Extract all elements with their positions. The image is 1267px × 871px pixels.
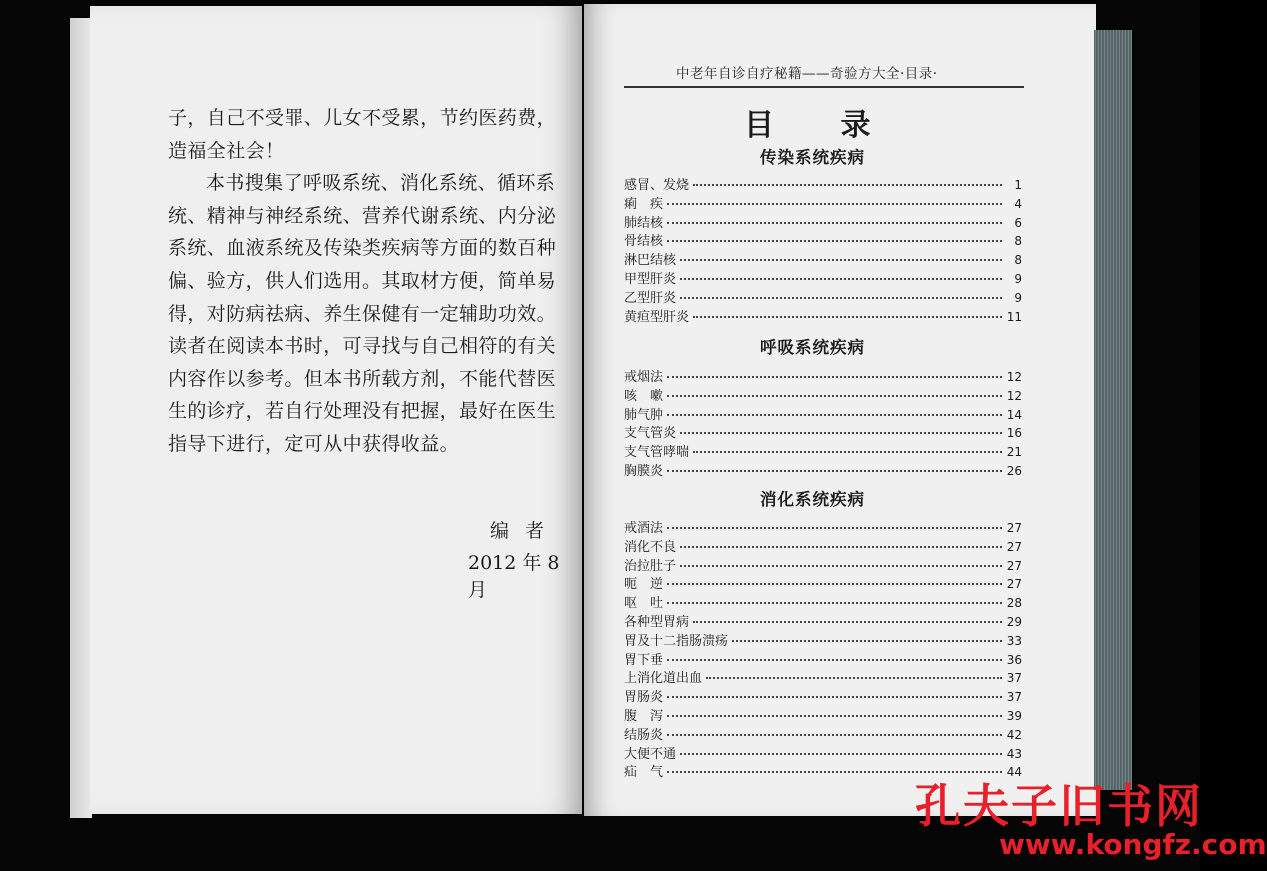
toc-leader-dots — [680, 297, 1002, 299]
toc-leader-dots — [706, 677, 1002, 679]
toc-entry-label: 痢 疾 — [624, 196, 664, 212]
toc-entry-label: 呕 吐 — [624, 596, 664, 612]
toc-section-heading-1: 传染系统疾病 — [760, 148, 865, 167]
toc-entry-page: 12 — [1006, 388, 1022, 403]
toc-leader-dots — [667, 583, 1002, 585]
toc-entry-label: 消化不良 — [624, 539, 677, 555]
preface-date: 2012 年 8 月 — [468, 552, 560, 601]
toc-entry-label: 淋巴结核 — [624, 253, 677, 269]
toc-entry-page: 27 — [1006, 558, 1022, 573]
toc-entry-label: 支气管哮喘 — [624, 445, 690, 461]
toc-list-2 — [624, 366, 1022, 479]
toc-entry — [624, 649, 1022, 668]
toc-leader-dots — [667, 715, 1002, 717]
toc-leader-dots — [667, 203, 1002, 205]
toc-entry — [624, 268, 1022, 287]
toc-entry — [624, 611, 1022, 630]
toc-leader-dots — [693, 621, 1002, 623]
toc-entry-page: 44 — [1006, 765, 1022, 780]
toc-entry-page: 29 — [1006, 614, 1022, 629]
toc-entry-label: 胃肠炎 — [624, 690, 664, 706]
toc-entry — [624, 249, 1022, 268]
toc-entry-page: 37 — [1006, 671, 1022, 686]
toc-entry — [624, 630, 1022, 649]
toc-list-3 — [624, 517, 1022, 780]
toc-entry — [624, 592, 1022, 611]
toc-entry — [624, 230, 1022, 249]
toc-entry — [624, 404, 1022, 423]
toc-title: 目 录 — [744, 108, 899, 143]
left-page — [90, 6, 582, 814]
toc-entry — [624, 441, 1022, 460]
toc-entry-page: 21 — [1006, 445, 1022, 460]
toc-entry-label: 黄疸型肝炎 — [624, 309, 690, 325]
toc-entry-page: 26 — [1006, 463, 1022, 478]
toc-entry-page: 27 — [1006, 577, 1022, 592]
toc-entry-label: 呃 逆 — [624, 577, 664, 593]
toc-entry-label: 上消化道出血 — [624, 671, 703, 687]
toc-leader-dots — [667, 240, 1002, 242]
toc-entry — [624, 555, 1022, 574]
toc-leader-dots — [667, 222, 1002, 224]
toc-entry — [624, 366, 1022, 385]
toc-entry-page: 33 — [1006, 633, 1022, 648]
toc-entry-label: 戒酒法 — [624, 521, 664, 536]
toc-entry-label: 肺气肿 — [624, 407, 664, 423]
toc-entry-page: 11 — [1006, 309, 1022, 324]
toc-leader-dots — [667, 602, 1002, 604]
toc-entry-page: 27 — [1006, 521, 1022, 535]
toc-leader-dots — [667, 395, 1002, 397]
toc-leader-dots — [693, 316, 1002, 318]
toc-leader-dots — [693, 184, 1002, 186]
toc-entry — [624, 573, 1022, 592]
left-page-edge — [70, 18, 92, 818]
toc-entry-page: 1 — [1014, 178, 1022, 192]
toc-entry — [624, 743, 1022, 762]
toc-entry-label: 腹 泻 — [624, 708, 664, 724]
toc-entry-label: 各种型胃病 — [624, 614, 690, 630]
toc-entry — [624, 517, 1022, 536]
toc-entry-page: 8 — [1014, 253, 1022, 268]
toc-entry — [624, 306, 1022, 325]
toc-entry-page: 9 — [1014, 290, 1022, 305]
toc-entry — [624, 460, 1022, 479]
toc-entry — [624, 705, 1022, 724]
watermark-url: www.kongfz.com — [999, 828, 1267, 861]
toc-leader-dots — [667, 659, 1002, 661]
toc-entry — [624, 385, 1022, 404]
toc-entry-page: 28 — [1006, 596, 1022, 611]
toc-entry-label: 治拉肚子 — [624, 558, 677, 574]
header-rule — [624, 86, 1024, 88]
toc-entry-page: 6 — [1014, 215, 1022, 230]
toc-entry-label: 支气管炎 — [624, 426, 677, 442]
toc-leader-dots — [680, 432, 1002, 434]
toc-entry-label: 咳 嗽 — [624, 388, 664, 404]
toc-entry — [624, 174, 1022, 193]
toc-entry-label: 胸膜炎 — [624, 463, 664, 479]
toc-leader-dots — [667, 696, 1002, 698]
toc-entry-page: 9 — [1014, 271, 1022, 286]
toc-entry-label: 肺结核 — [624, 215, 664, 231]
toc-leader-dots — [680, 753, 1002, 755]
watermark-brand: 孔夫子旧书网 — [915, 779, 1203, 833]
right-page — [584, 4, 1096, 816]
toc-entry-label: 乙型肝炎 — [624, 290, 677, 306]
toc-entry-label: 戒烟法 — [624, 370, 664, 385]
toc-leader-dots — [680, 259, 1002, 261]
preface-text — [168, 102, 568, 461]
toc-entry-label: 甲型肝炎 — [624, 271, 677, 287]
toc-leader-dots — [667, 470, 1002, 472]
toc-entry-label: 胃及十二指肠溃疡 — [624, 633, 729, 649]
toc-leader-dots — [667, 734, 1002, 736]
toc-leader-dots — [680, 546, 1002, 548]
right-page-edge — [1094, 30, 1132, 790]
toc-entry-page: 8 — [1014, 234, 1022, 249]
preface-signature: 编 者 — [490, 520, 545, 542]
toc-section-heading-2: 呼吸系统疾病 — [760, 338, 865, 357]
toc-entry-page: 12 — [1006, 370, 1022, 384]
preface-paragraph-1: 子，自己不受罪、儿女不受累，节约医药费，造福全社会！ — [168, 107, 557, 162]
toc-entry-page: 42 — [1006, 727, 1022, 742]
toc-entry — [624, 536, 1022, 555]
toc-entry-page: 39 — [1006, 708, 1022, 723]
toc-entry-page: 16 — [1006, 426, 1022, 441]
toc-leader-dots — [680, 278, 1002, 280]
toc-entry-page: 14 — [1006, 407, 1022, 422]
toc-entry — [624, 667, 1022, 686]
toc-entry-label: 胃下垂 — [624, 652, 664, 668]
toc-entry — [624, 422, 1022, 441]
running-head: 中老年自诊自疗秘籍——奇验方大全·目录· — [676, 66, 938, 82]
toc-entry — [624, 724, 1022, 743]
toc-entry-page: 36 — [1006, 652, 1022, 667]
toc-entry-label: 大便不通 — [624, 746, 677, 762]
toc-entry — [624, 287, 1022, 306]
toc-leader-dots — [732, 640, 1002, 642]
toc-entry-page: 27 — [1006, 539, 1022, 554]
toc-list-1 — [624, 174, 1022, 324]
toc-leader-dots — [693, 451, 1002, 453]
toc-entry-page: 37 — [1006, 690, 1022, 705]
preface-paragraph-2: 本书搜集了呼吸系统、消化系统、循环系统、精神与神经系统、营养代谢系统、内分泌系统、血液系统及传染类疾病等方面的数百种偏、验方，供人们选用。其取材方便，简单易得，对防病祛病、养生保健有一定辅助功效。读者在阅读本书时，可寻找与自己相符的有关内容作以参考。但本书所载方剂，不能代替医生的诊疗，若自行处理没有把握，最好在医生指导下进行，定可从中获得收益。 — [168, 172, 557, 455]
toc-entry — [624, 212, 1022, 231]
toc-entry-page: 43 — [1006, 746, 1022, 761]
toc-entry-page: 4 — [1014, 196, 1022, 211]
toc-entry — [624, 193, 1022, 212]
toc-entry-label: 结肠炎 — [624, 727, 664, 743]
toc-section-heading-3: 消化系统疾病 — [760, 490, 865, 509]
toc-entry — [624, 686, 1022, 705]
toc-entry-label: 骨结核 — [624, 234, 664, 250]
toc-leader-dots — [667, 376, 1002, 378]
toc-entry-label: 疝 气 — [624, 765, 664, 781]
toc-entry-label: 感冒、发烧 — [624, 178, 690, 193]
watermark — [895, 770, 1267, 861]
toc-leader-dots — [667, 527, 1002, 529]
toc-leader-dots — [667, 414, 1002, 416]
toc-leader-dots — [680, 565, 1002, 567]
